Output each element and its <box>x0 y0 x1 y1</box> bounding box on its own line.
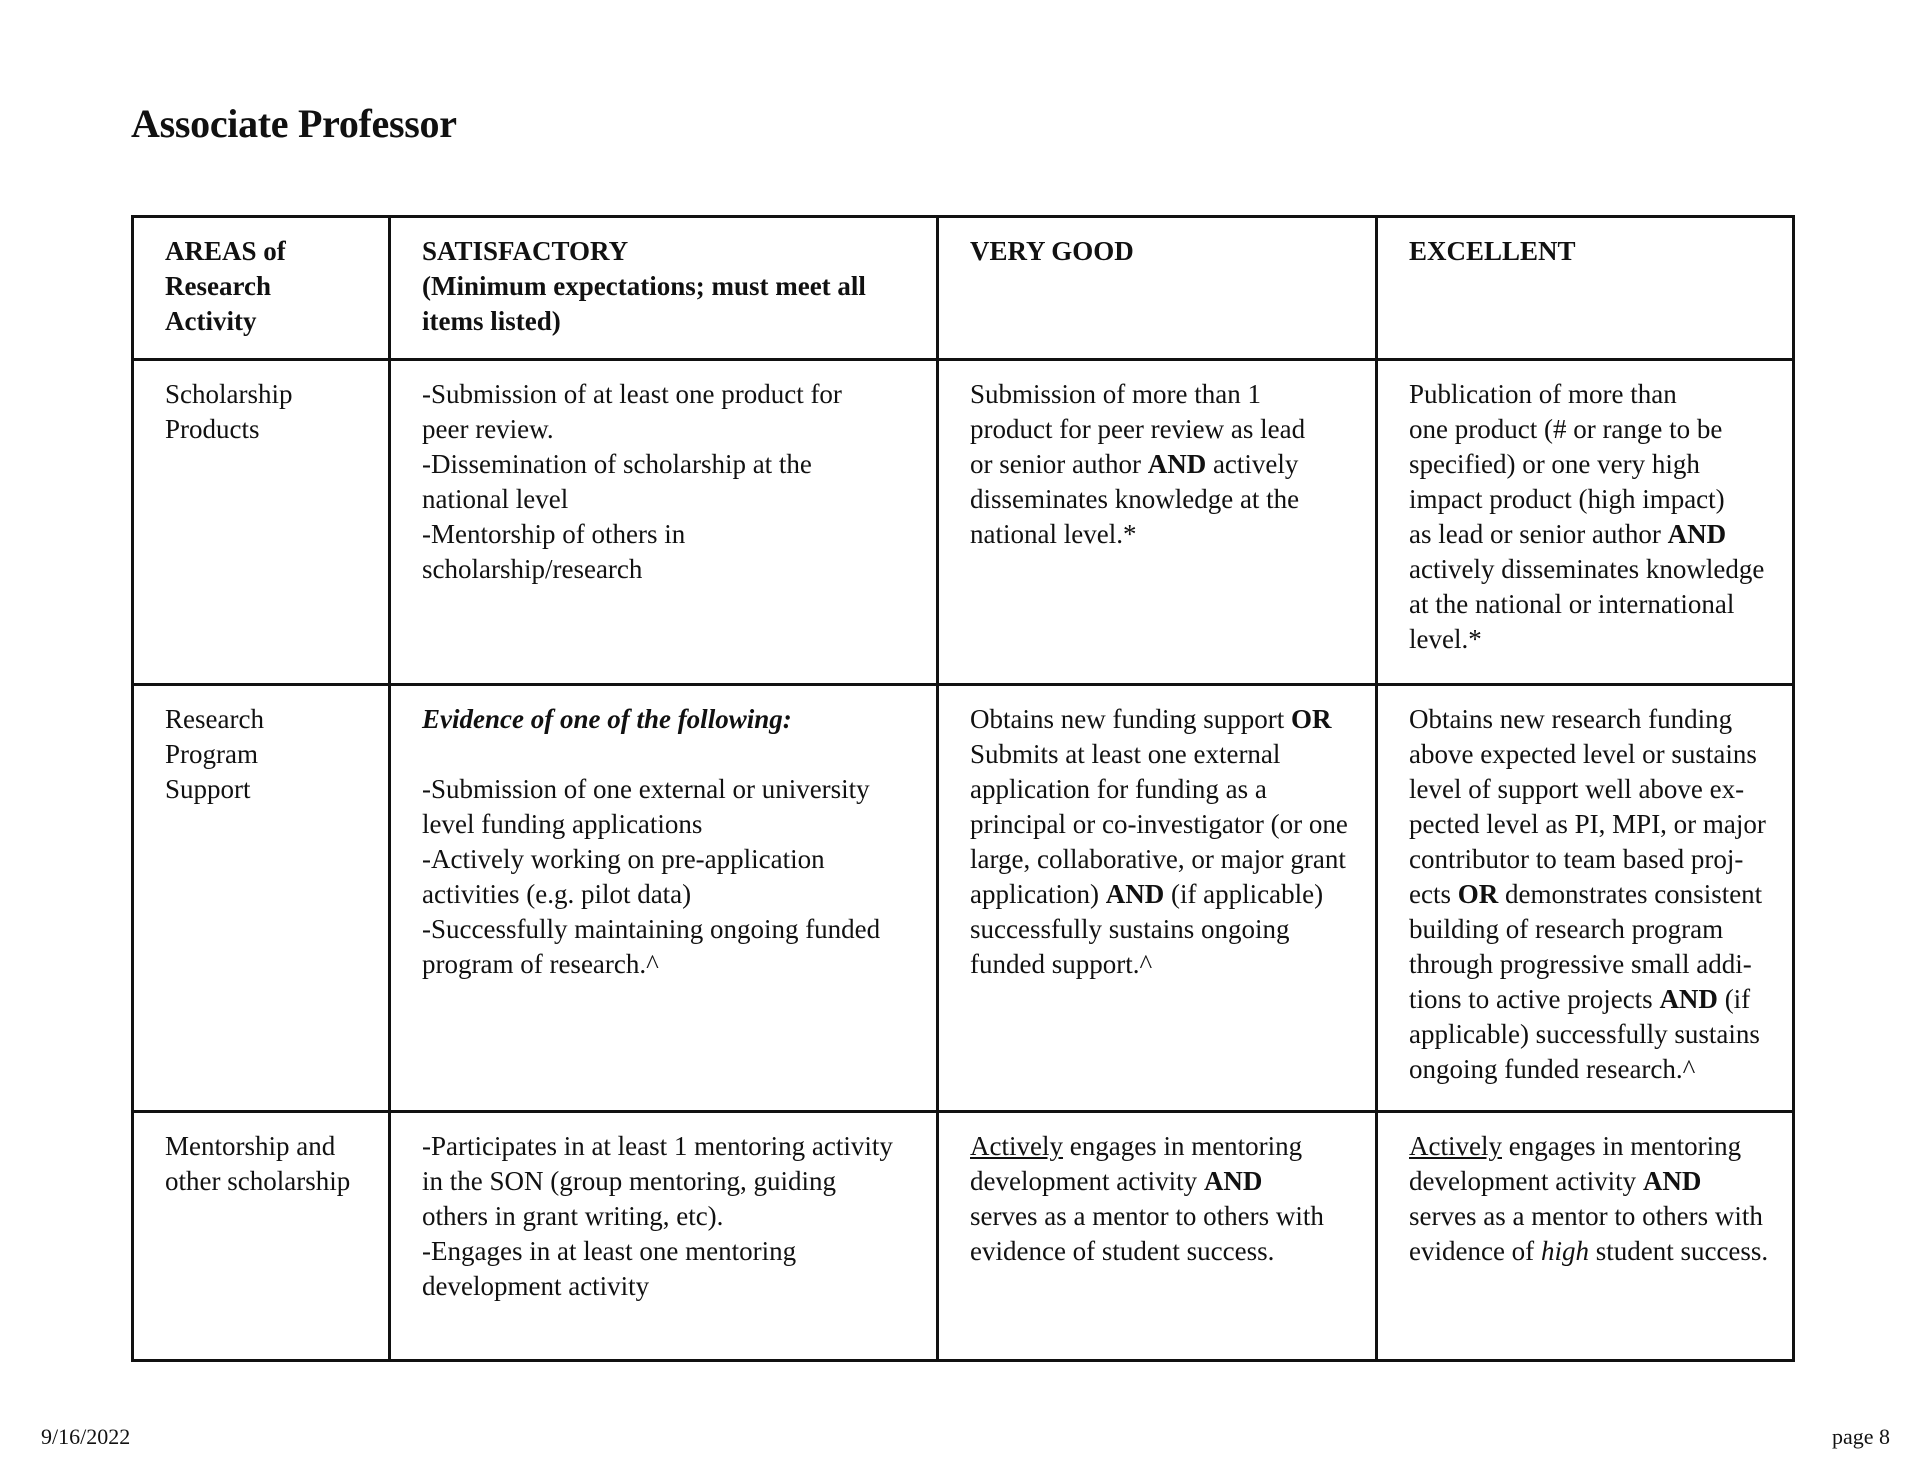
cell-text: development activity <box>1409 1166 1643 1196</box>
cell-line <box>1409 1234 1772 1269</box>
cell-line: product for peer review as lead <box>970 414 1306 444</box>
excellent-cell <box>1377 1112 1794 1361</box>
evidence-heading: Evidence of one of the following: <box>422 704 792 734</box>
cell-line: -Dissemination of scholarship at the <box>422 449 812 479</box>
cell-line: pected level as PI, MPI, or major <box>1409 809 1766 839</box>
cell-line: Obtains new research funding <box>1409 704 1733 734</box>
cell-text: or senior author <box>970 449 1148 479</box>
emphasis-and: AND <box>1642 1166 1702 1196</box>
cell-line: -Submission of one external or university <box>422 774 870 804</box>
cell-line: -Engages in at least one mentoring <box>422 1236 797 1266</box>
cell-line: one product (# or range to be <box>1409 414 1723 444</box>
cell-line: successfully sustains ongoing <box>970 914 1290 944</box>
cell-line <box>970 1129 1355 1164</box>
cell-text: ects <box>1409 879 1458 909</box>
emphasis-and: AND <box>1105 879 1165 909</box>
cell-line: -Participates in at least 1 mentoring activity <box>422 1131 893 1161</box>
cell-line: level.* <box>1409 624 1482 654</box>
cell-line: in the SON (group mentoring, guiding <box>422 1166 836 1196</box>
header-text: (Minimum expectations; must meet all <box>422 271 866 301</box>
page-title: Associate Professor <box>131 101 457 146</box>
satisfactory-cell <box>390 685 938 1112</box>
header-text: Activity <box>165 306 257 336</box>
satisfactory-cell <box>390 360 938 685</box>
header-satisfactory <box>390 217 938 360</box>
cell-line: disseminates knowledge at the <box>970 484 1300 514</box>
blank-line <box>422 737 916 772</box>
area-label: Products <box>165 414 260 444</box>
emphasis-and: AND <box>1659 984 1718 1014</box>
cell-line: -Submission of at least one product for <box>422 379 842 409</box>
cell-line <box>970 447 1355 482</box>
emphasis-or: OR <box>1457 879 1499 909</box>
area-label: Research <box>165 704 264 734</box>
cell-line: through progressive small addi- <box>1409 949 1752 979</box>
table-row <box>133 685 1794 1112</box>
cell-line: serves as a mentor to others with <box>1409 1201 1763 1231</box>
footer-date: 9/16/2022 <box>41 1424 131 1449</box>
cell-line: national level <box>422 484 569 514</box>
area-label: Mentorship and <box>165 1131 336 1161</box>
very-good-cell <box>938 685 1377 1112</box>
cell-line: evidence of student success. <box>970 1236 1275 1266</box>
emphasis-or: OR <box>1290 704 1332 734</box>
area-label: Scholarship <box>165 379 293 409</box>
cell-text: engages in mentoring <box>1062 1131 1303 1161</box>
cell-text: development activity <box>970 1166 1204 1196</box>
cell-line: contributor to team based proj- <box>1409 844 1744 874</box>
cell-line: peer review. <box>422 414 554 444</box>
cell-line: national level.* <box>970 519 1137 549</box>
cell-line: building of research program <box>1409 914 1724 944</box>
table-row <box>133 360 1794 685</box>
cell-line: Publication of more than <box>1409 379 1677 409</box>
area-label: other scholarship <box>165 1166 351 1196</box>
header-text: EXCELLENT <box>1409 236 1576 266</box>
cell-line: specified) or one very high <box>1409 449 1700 479</box>
emphasis-and: AND <box>1147 449 1207 479</box>
cell-text: actively <box>1206 449 1299 479</box>
cell-text: Obtains new funding support <box>970 704 1291 734</box>
cell-line: funded support.^ <box>970 949 1153 979</box>
cell-line: scholarship/research <box>422 554 643 584</box>
cell-line: -Actively working on pre-application <box>422 844 825 874</box>
header-text: AREAS of <box>165 236 286 266</box>
cell-line <box>1409 1164 1772 1199</box>
table-header-row <box>133 217 1794 360</box>
cell-text: student success. <box>1588 1236 1769 1266</box>
excellent-cell <box>1377 360 1794 685</box>
satisfactory-cell <box>390 1112 938 1361</box>
emphasis-and: AND <box>1203 1166 1263 1196</box>
area-cell <box>133 1112 390 1361</box>
cell-line <box>1409 877 1772 912</box>
area-label: Support <box>165 774 251 804</box>
cell-line: applicable) successfully sustains <box>1409 1019 1760 1049</box>
cell-line: level funding applications <box>422 809 703 839</box>
cell-line: -Successfully maintaining ongoing funded <box>422 914 881 944</box>
cell-line: level of support well above ex- <box>1409 774 1745 804</box>
cell-text: as lead or senior author <box>1409 519 1668 549</box>
cell-line: activities (e.g. pilot data) <box>422 879 692 909</box>
cell-line: others in grant writing, etc). <box>422 1201 724 1231</box>
cell-text: demonstrates consistent <box>1498 879 1763 909</box>
cell-line: principal or co-investigator (or one <box>970 809 1348 839</box>
cell-line: program of research.^ <box>422 949 659 979</box>
header-areas <box>133 217 390 360</box>
very-good-cell <box>938 360 1377 685</box>
emphasis-high: high <box>1540 1236 1589 1266</box>
cell-text: (if <box>1717 984 1751 1014</box>
header-excellent <box>1377 217 1794 360</box>
cell-line: at the national or international <box>1409 589 1735 619</box>
cell-line: serves as a mentor to others with <box>970 1201 1324 1231</box>
table-row <box>133 1112 1794 1361</box>
cell-text: evidence of <box>1409 1236 1541 1266</box>
excellent-cell <box>1377 685 1794 1112</box>
cell-line <box>1409 982 1772 1017</box>
area-label: Program <box>165 739 258 769</box>
cell-text: application) <box>970 879 1106 909</box>
emphasis-and: AND <box>1667 519 1727 549</box>
cell-line: above expected level or sustains <box>1409 739 1757 769</box>
cell-line <box>970 877 1355 912</box>
cell-line <box>1409 517 1772 552</box>
header-text: SATISFACTORY <box>422 236 629 266</box>
header-text: items listed) <box>422 306 561 336</box>
cell-line: -Mentorship of others in <box>422 519 686 549</box>
cell-text: (if applicable) <box>1164 879 1324 909</box>
area-cell <box>133 360 390 685</box>
research-rubric-table <box>131 215 1795 1362</box>
emphasis-actively: Actively <box>1409 1131 1502 1161</box>
cell-text: tions to active projects <box>1409 984 1660 1014</box>
area-cell <box>133 685 390 1112</box>
cell-line <box>970 702 1355 737</box>
cell-line <box>1409 1129 1772 1164</box>
cell-line: large, collaborative, or major grant <box>970 844 1346 874</box>
cell-line: Submits at least one external <box>970 739 1281 769</box>
header-very-good <box>938 217 1377 360</box>
footer-page-number: page 8 <box>1831 1424 1890 1449</box>
emphasis-actively: Actively <box>970 1131 1063 1161</box>
cell-line: application for funding as a <box>970 774 1267 804</box>
cell-line: development activity <box>422 1271 650 1301</box>
cell-line: Submission of more than 1 <box>970 379 1261 409</box>
cell-line <box>970 1164 1355 1199</box>
header-text: VERY GOOD <box>970 236 1134 266</box>
very-good-cell <box>938 1112 1377 1361</box>
cell-line: actively disseminates knowledge <box>1409 554 1765 584</box>
cell-text: engages in mentoring <box>1501 1131 1742 1161</box>
cell-line: impact product (high impact) <box>1409 484 1725 514</box>
cell-line: ongoing funded research.^ <box>1409 1054 1696 1084</box>
header-text: Research <box>165 271 271 301</box>
